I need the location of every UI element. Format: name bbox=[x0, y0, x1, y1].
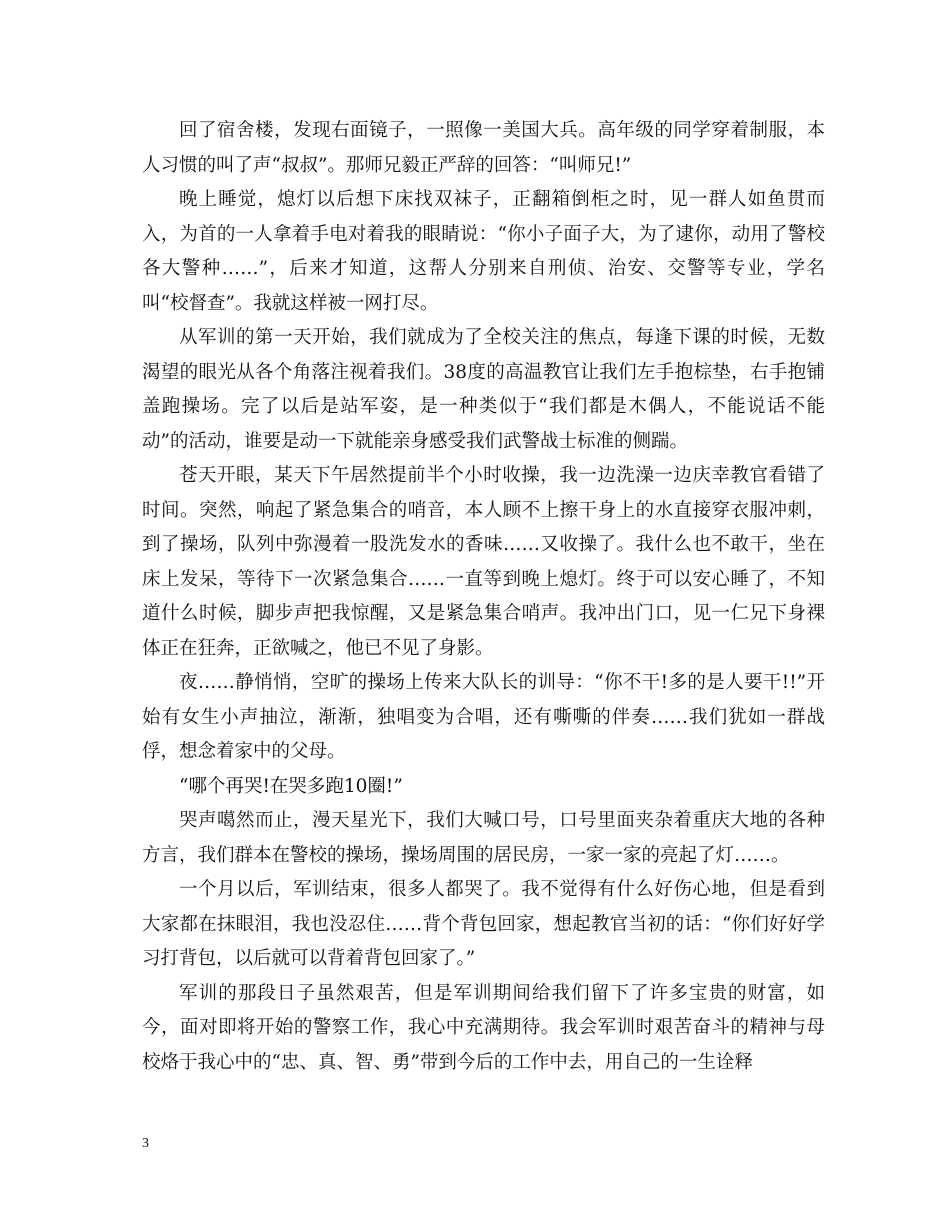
paragraph-4: 苍天开眼，某天下午居然提前半个小时收操，我一边洗澡一边庆幸教官看错了时间。突然，响起了紧急集合的哨音，本人顾不上擦干身上的水直接穿衣服冲刺，到了操场，队列中弥漫着一股洗发水的香味……又收操了。我什么也不敢干，坐在床上发呆，等待下一次紧急集合……一直等到晚上熄灯。终于可以安心睡了，不知道什么时候，脚步声把我惊醒，又是紧急集合哨声。我冲出门口，见一仁兄下身裸体正在狂奔，正欲喊之，他已不见了身影。 bbox=[142, 465, 825, 659]
paragraph-6: “哪个再哭!在哭多跑10圈!” bbox=[179, 775, 403, 797]
paragraph-9: 军训的那段日子虽然艰苦，但是军训期间给我们留下了许多宝贵的财富，如今，面对即将开始的警察工作，我心中充满期待。我会军训时艰苦奋斗的精神与母校烙于我心中的“忠、真、智、勇”带到今后的工作中去，用自己的一生诠释 bbox=[142, 982, 825, 1073]
paragraph-8: 一个月以后，军训结束，很多人都哭了。我不觉得有什么好伤心地，但是看到大家都在抹眼泪，我也没忍住……背个背包回家，想起教官当初的话：“你们好好学习打背包，以后就可以背着背包回家了。” bbox=[142, 879, 825, 969]
paragraph-3: 从军训的第一天开始，我们就成为了全校关注的焦点，每逢下课的时候，无数渴望的眼光从各个角落注视着我们。38度的高温教官让我们左手抱棕垫，右手抱铺盖跑操场。完了以后是站军姿，是一种类似于“我们都是木偶人，不能说话不能动”的活动，谁要是动一下就能亲身感受我们武警战士标准的侧踹。 bbox=[142, 327, 825, 452]
body-text bbox=[142, 114, 825, 1080]
paragraph-5: 夜……静悄悄，空旷的操场上传来大队长的训导：“你不干!多的是人要干!!”开始有女生小声抽泣，渐渐，独唱变为合唱，还有嘶嘶的伴奏……我们犹如一群战俘，想念着家中的父母。 bbox=[142, 672, 825, 762]
paragraph-1: 回了宿舍楼，发现右面镜子，一照像一美国大兵。高年级的同学穿着制服，本人习惯的叫了声“叔叔”。那师兄毅正严辞的回答：“叫师兄!” bbox=[142, 120, 825, 176]
paragraph-2: 晚上睡觉，熄灯以后想下床找双袜子，正翻箱倒柜之时，见一群人如鱼贯而入，为首的一人拿着手电对着我的眼睛说：“你小子面子大，为了逮你，动用了警校各大警种……”，后来才知道，这帮人分别来自刑侦、治安、交警等专业，学名叫“校督查”。我就这样被一网打尽。 bbox=[142, 189, 825, 314]
paragraph-7: 哭声噶然而止，漫天星光下，我们大喊口号，口号里面夹杂着重庆大地的各种方言，我们群本在警校的操场，操场周围的居民房，一家一家的亮起了灯……。 bbox=[142, 810, 825, 866]
page-number: 3 bbox=[142, 1136, 149, 1151]
